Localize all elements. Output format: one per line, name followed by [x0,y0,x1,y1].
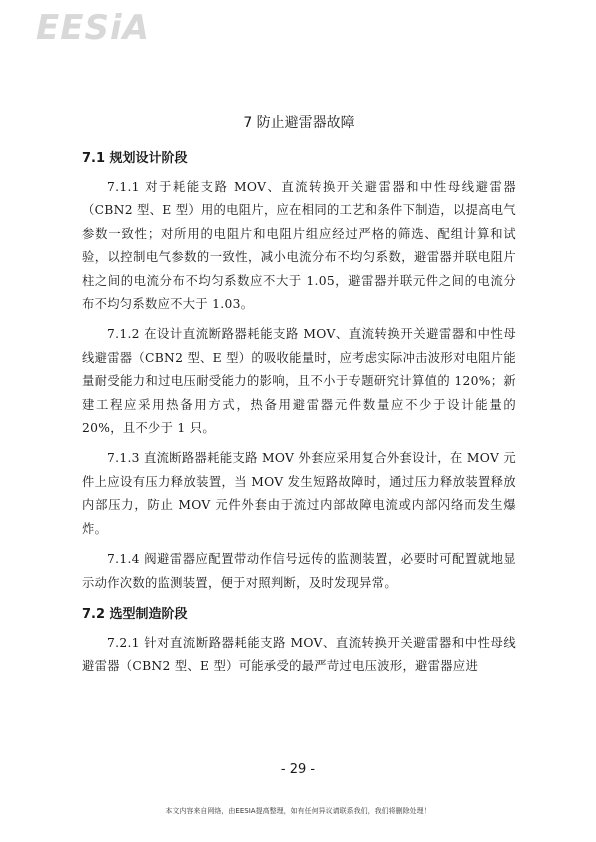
paragraph-7-1-1: 7.1.1 对于耗能支路 MOV、直流转换开关避雷器和中性母线避雷器（CBN2 型、E 型）用的电阻片，应在相同的工艺和条件下制造，以提高电气参数一致性；对所用的电阻片和电阻片组应经过严格的筛选、配组计算和试验，以控制电气参数的一致性，减小电流分布不均匀系数，避雷器并联电阻片柱之间的电流分布不均匀系数应不大于 1.05，避雷器并联元件之间的电流分布不均匀系数应不大于 1.03。 [82,180,516,312]
paragraph-7-1-2: 7.1.2 在设计直流断路器耗能支路 MOV、直流转换开关避雷器和中性母线避雷器（CBN2 型、E 型）的吸收能量时，应考虑实际冲击波形对电阻片能量耐受能力和过电压耐受能力的影响，且不小于专题研究计算值的 120%；新建工程应采用热备用方式，热备用避雷器元件数量应不少于设计能量的 20%，且不少于 1 只。 [82,327,516,436]
eesia-logo: EESiA [36,8,150,48]
paragraph-7-1-4: 7.1.4 阀避雷器应配置带动作信号远传的监测装置，必要时可配置就地显示动作次数的监测装置，便于对照判断，及时发现异常。 [82,552,516,590]
section-heading-7-1: 7.1 规划设计阶段 [82,151,188,166]
footer-note: 本文内容来自网络，由EESIA提高整理，如有任何异议请联系我们，我们将删除处理！ [165,807,431,815]
document-body [82,112,516,686]
page-number: - 29 - [280,762,316,777]
paragraph-7-1-3: 7.1.3 直流断路器耗能支路 MOV 外套应采用复合外套设计，在 MOV 元件上应设有压力释放装置，当 MOV 发生短路故障时，通过压力释放装置释放内部压力，防止 MOV 元件外套由于流过内部故障电流或内部闪络而发生爆炸。 [82,451,516,536]
chapter-title: 7 防止避雷器故障 [243,115,355,131]
paragraph-7-2-1: 7.2.1 针对直流断路器耗能支路 MOV、直流转换开关避雷器和中性母线避雷器（CBN2 型、E 型）可能承受的最严苛过电压波形，避雷器应进 [82,635,516,674]
section-heading-7-2: 7.2 选型制造阶段 [82,606,188,622]
